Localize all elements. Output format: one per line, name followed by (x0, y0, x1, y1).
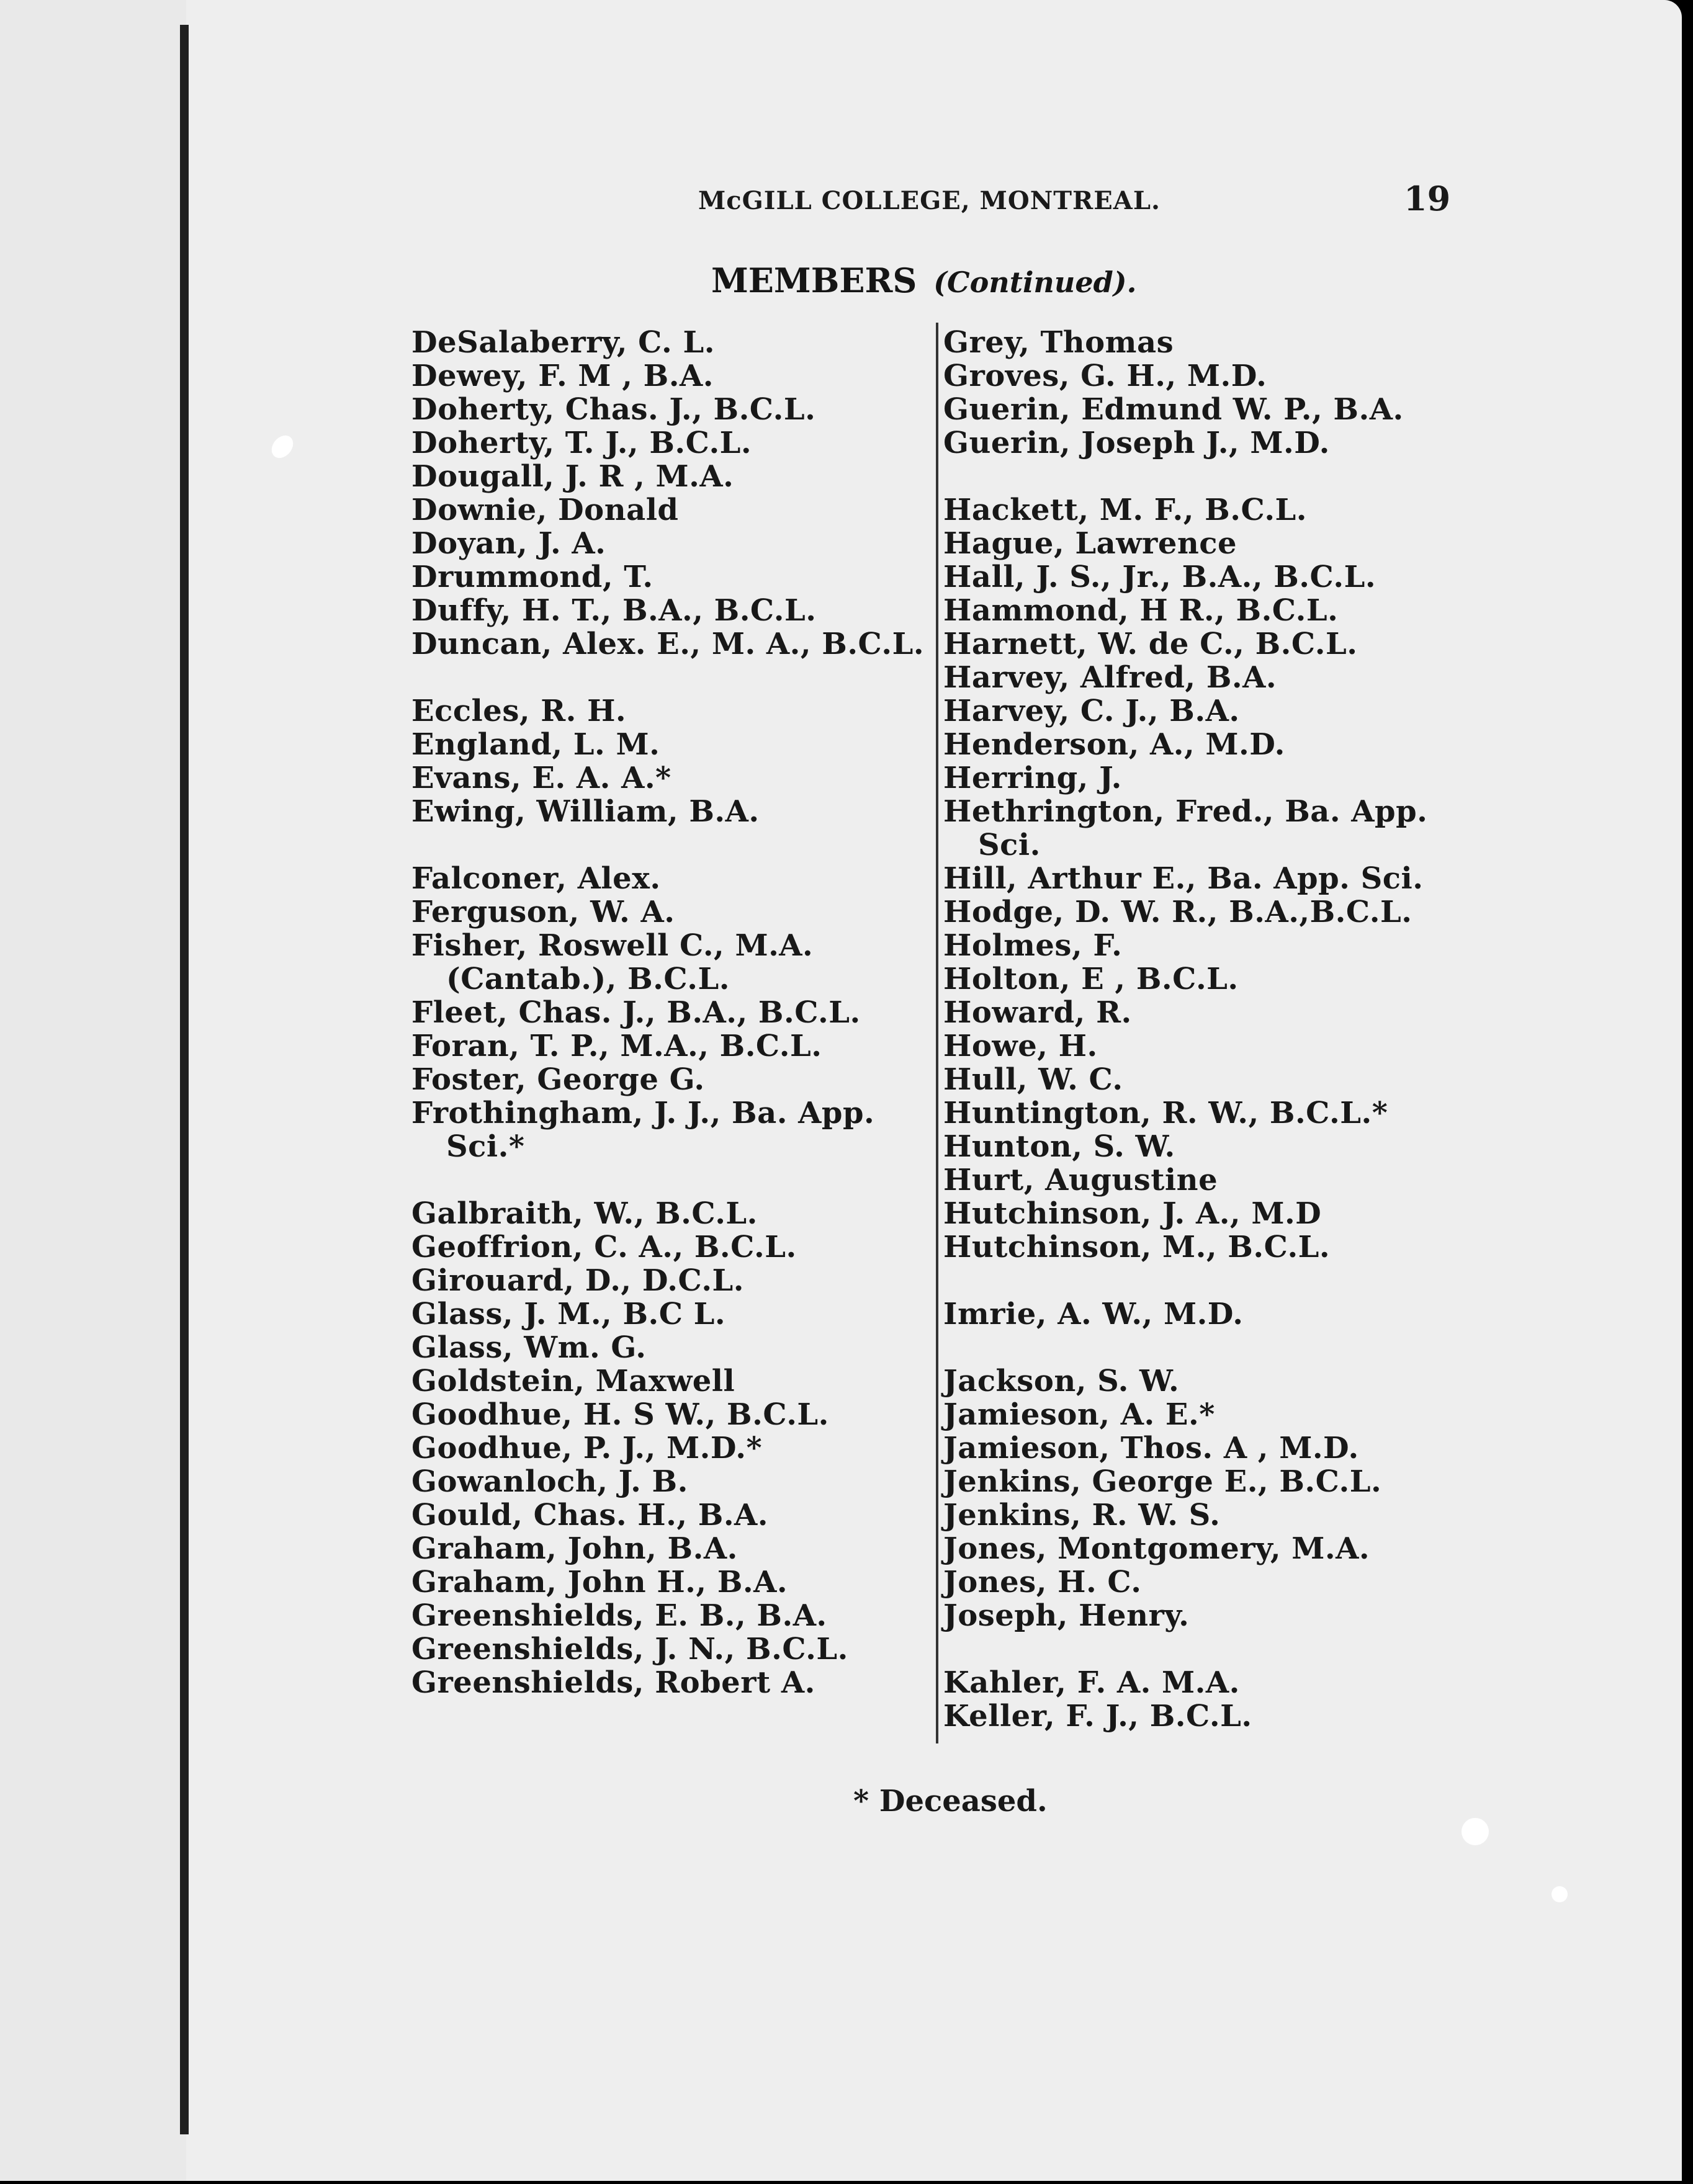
member-entry: Glass, J. M., B.C L. (411, 1297, 726, 1331)
member-entry: Hethrington, Fred., Ba. App. Sci. (943, 794, 1428, 862)
list-gap (943, 460, 1458, 493)
member-entry: Graham, John H., B.A. (411, 1565, 788, 1600)
member-entry: Jones, H. C. (943, 1565, 1142, 1600)
member-entry: Eccles, R. H. (411, 694, 627, 728)
member-entry: Howe, H. (943, 1029, 1098, 1063)
member-entry: Graham, John, B.A. (411, 1531, 738, 1566)
list-gap (943, 1264, 1458, 1297)
member-entry: Frothingham, J. J., Ba. App. Sci.* (411, 1096, 875, 1164)
member-entry: Keller, F. J., B.C.L. (943, 1699, 1252, 1734)
member-entry: Goodhue, P. J., M.D.* (411, 1431, 763, 1466)
member-entry: Ewing, William, B.A. (411, 794, 760, 829)
member-entry: Greenshields, E. B., B.A. (411, 1598, 827, 1633)
member-entry: Guerin, Joseph J., M.D. (943, 426, 1330, 460)
member-entry: Harnett, W. de C., B.C.L. (943, 627, 1358, 661)
member-entry: Jones, Montgomery, M.A. (943, 1531, 1370, 1566)
member-entry: Henderson, A., M.D. (943, 727, 1285, 762)
list-gap (411, 1163, 927, 1197)
binding-spine (180, 25, 189, 2134)
list-gap (943, 1331, 1458, 1364)
member-entry: Drummond, T. (411, 560, 653, 594)
facing-page-edge (0, 0, 186, 2181)
member-entry: Gowanloch, J. B. (411, 1464, 688, 1499)
member-entry: Hague, Lawrence (943, 526, 1237, 561)
member-entry: Duncan, Alex. E., M. A., B.C.L. (411, 627, 925, 661)
member-entry: Ferguson, W. A. (411, 895, 675, 929)
member-entry: Grey, Thomas (943, 325, 1174, 360)
member-entry: England, L. M. (411, 727, 660, 762)
member-entry: Holmes, F. (943, 928, 1123, 963)
member-entry: Jamieson, A. E.* (943, 1397, 1215, 1432)
member-entry: Imrie, A. W., M.D. (943, 1297, 1244, 1331)
member-entry: Hutchinson, M., B.C.L. (943, 1230, 1331, 1264)
member-entry: Hurt, Augustine (943, 1163, 1218, 1197)
member-entry: Doherty, T. J., B.C.L. (411, 426, 752, 460)
member-entry: Downie, Donald (411, 493, 679, 527)
member-entry: Hunton, S. W. (943, 1129, 1175, 1164)
paper-speck (267, 431, 298, 462)
section-title (711, 261, 1137, 300)
member-entry: Greenshields, Robert A. (411, 1665, 815, 1700)
page-number: 19 (1404, 179, 1451, 218)
member-entry: Hutchinson, J. A., M.D (943, 1196, 1322, 1231)
member-entry: Hammond, H R., B.C.L. (943, 593, 1339, 628)
member-entry: Goodhue, H. S W., B.C.L. (411, 1397, 829, 1432)
member-entry: Geoffrion, C. A., B.C.L. (411, 1230, 797, 1264)
member-entry: Hackett, M. F., B.C.L. (943, 493, 1307, 527)
member-entry: Galbraith, W., B.C.L. (411, 1196, 758, 1231)
member-entry: Fisher, Roswell C., M.A. (Cantab.), B.C.L. (411, 928, 814, 996)
member-entry: Kahler, F. A. M.A. (943, 1665, 1240, 1700)
member-entry: Dougall, J. R , M.A. (411, 459, 734, 494)
member-entry: Jenkins, R. W. S. (943, 1498, 1221, 1533)
member-entry: Howard, R. (943, 995, 1132, 1030)
member-entry: Guerin, Edmund W. P., B.A. (943, 392, 1404, 427)
paper-speck (1462, 1818, 1489, 1845)
section-continued: (Continued). (933, 266, 1137, 299)
member-entry: Joseph, Henry. (943, 1598, 1190, 1633)
list-gap (943, 1632, 1458, 1666)
member-entry: Duffy, H. T., B.A., B.C.L. (411, 593, 817, 628)
list-gap (411, 661, 927, 694)
footnote-deceased: * Deceased. (853, 1784, 1048, 1819)
member-entry: Fleet, Chas. J., B.A., B.C.L. (411, 995, 861, 1030)
member-entry: Hill, Arthur E., Ba. App. Sci. (943, 861, 1424, 896)
member-entry: Hull, W. C. (943, 1062, 1123, 1097)
member-entry: DeSalaberry, C. L. (411, 325, 715, 360)
list-gap (411, 828, 927, 862)
member-entry: Falconer, Alex. (411, 861, 661, 896)
column-divider (936, 323, 938, 1743)
members-column-right (943, 326, 1458, 1733)
member-entry: Jackson, S. W. (943, 1364, 1180, 1399)
member-entry: Jenkins, George E., B.C.L. (943, 1464, 1382, 1499)
member-entry: Dewey, F. M , B.A. (411, 359, 714, 393)
running-title: McGILL COLLEGE, MONTREAL. (698, 186, 1161, 215)
members-column-left (411, 326, 927, 1699)
member-entry: Groves, G. H., M.D. (943, 359, 1267, 393)
member-entry: Harvey, C. J., B.A. (943, 694, 1240, 728)
member-entry: Foran, T. P., M.A., B.C.L. (411, 1029, 822, 1063)
member-entry: Holton, E , B.C.L. (943, 962, 1239, 996)
member-entry: Girouard, D., D.C.L. (411, 1263, 745, 1298)
member-entry: Evans, E. A. A.* (411, 761, 671, 795)
member-entry: Herring, J. (943, 761, 1122, 795)
member-entry: Doyan, J. A. (411, 526, 606, 561)
member-entry: Hodge, D. W. R., B.A.,B.C.L. (943, 895, 1412, 929)
member-entry: Foster, George G. (411, 1062, 705, 1097)
section-title-text: MEMBERS (711, 261, 917, 300)
member-entry: Huntington, R. W., B.C.L.* (943, 1096, 1388, 1130)
member-entry: Harvey, Alfred, B.A. (943, 660, 1277, 695)
member-entry: Glass, Wm. G. (411, 1330, 647, 1365)
member-entry: Goldstein, Maxwell (411, 1364, 735, 1399)
paper-speck (1552, 1886, 1568, 1902)
member-entry: Hall, J. S., Jr., B.A., B.C.L. (943, 560, 1376, 594)
member-entry: Jamieson, Thos. A , M.D. (943, 1431, 1359, 1466)
member-entry: Doherty, Chas. J., B.C.L. (411, 392, 816, 427)
member-entry: Gould, Chas. H., B.A. (411, 1498, 768, 1533)
member-entry: Greenshields, J. N., B.C.L. (411, 1632, 848, 1667)
